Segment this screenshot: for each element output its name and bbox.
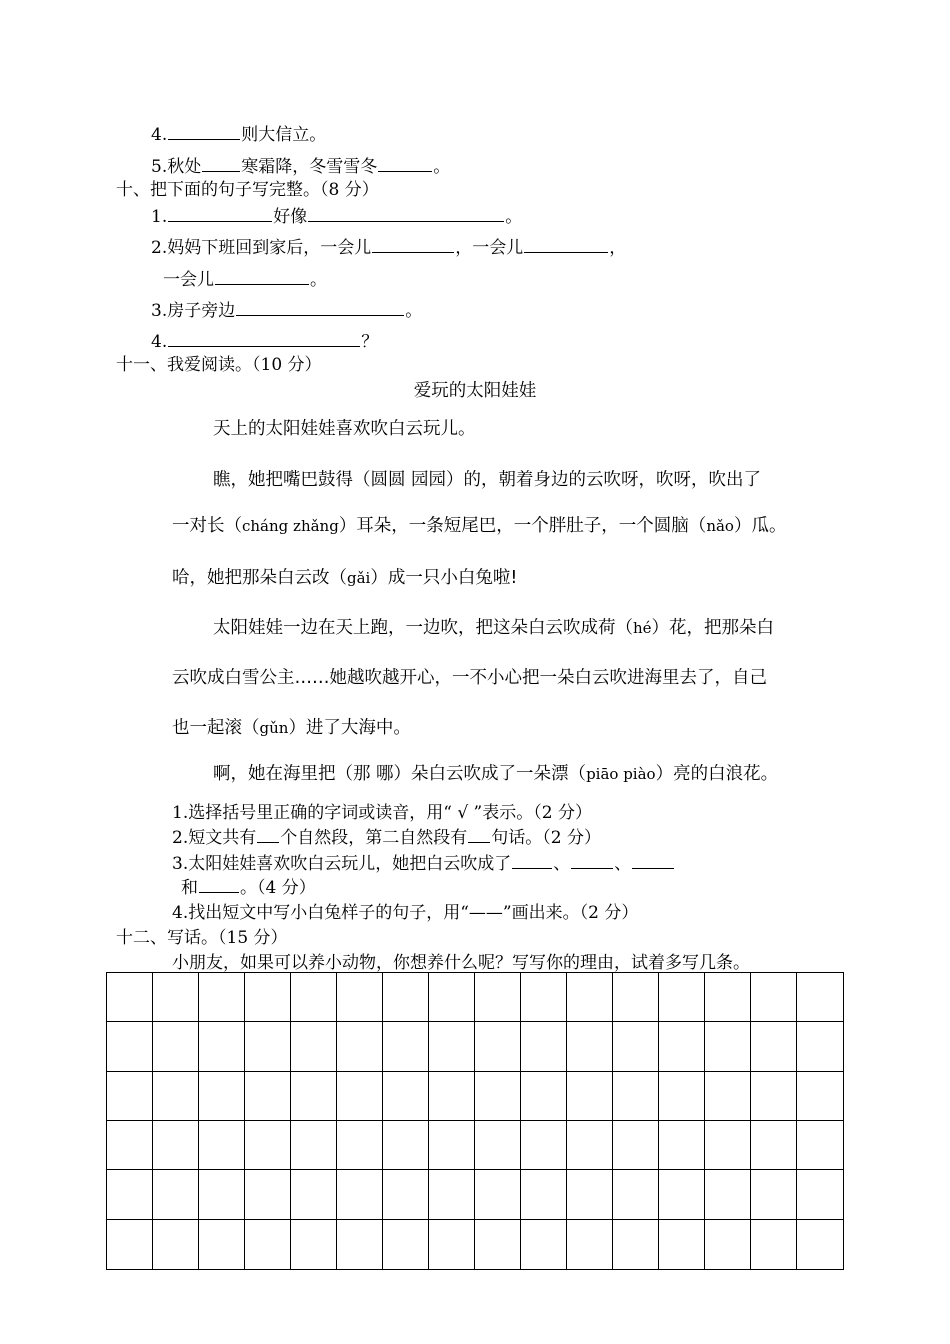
grid-cell[interactable] (567, 1022, 613, 1071)
s10-item4: 4. ？ (151, 332, 379, 352)
grid-cell[interactable] (429, 1220, 475, 1269)
grid-cell[interactable] (245, 1022, 291, 1071)
grid-cell[interactable] (567, 973, 613, 1022)
grid-cell[interactable] (521, 1121, 567, 1170)
answer-blank[interactable] (512, 853, 552, 869)
answer-blank[interactable] (168, 206, 272, 222)
grid-cell[interactable] (567, 1072, 613, 1121)
grid-cell[interactable] (475, 1170, 521, 1219)
story-para2-line2: 一对长（cháng zhǎng）耳朵，一条短尾巴，一个胖肚子，一个圆脑（nǎo）瓜。 (172, 516, 787, 536)
grid-cell[interactable] (705, 973, 751, 1022)
grid-cell[interactable] (659, 1170, 705, 1219)
grid-cell[interactable] (383, 1072, 429, 1121)
grid-cell[interactable] (705, 1170, 751, 1219)
grid-cell[interactable] (291, 1022, 337, 1071)
s10-item2-line1: 2.妈妈下班回到家后，一会儿 ，一会儿 ， (151, 238, 627, 258)
grid-cell[interactable] (705, 1220, 751, 1269)
grid-cell[interactable] (797, 1072, 843, 1121)
grid-cell[interactable] (153, 973, 199, 1022)
answer-blank[interactable] (378, 156, 432, 172)
story-para2-line1: 瞧，她把嘴巴鼓得（圆圆 园园）的，朝着身边的云吹呀，吹呀，吹出了 (213, 470, 762, 490)
story-para3-line2: 云吹成白雪公主……她越吹越开心，一不小心把一朵白云吹进海里去了，自己 (172, 668, 767, 688)
grid-cell[interactable] (797, 973, 843, 1022)
section12-heading: 十二、写话。（15 分） (116, 928, 288, 948)
grid-cell[interactable] (751, 1170, 797, 1219)
grid-cell[interactable] (245, 1220, 291, 1269)
grid-cell[interactable] (613, 1170, 659, 1219)
grid-cell[interactable] (659, 1220, 705, 1269)
section11-heading: 十一、我爱阅读。（10 分） (116, 355, 322, 375)
answer-blank[interactable] (372, 237, 454, 253)
grid-cell[interactable] (337, 1170, 383, 1219)
grid-cell[interactable] (107, 1220, 153, 1269)
grid-cell[interactable] (337, 973, 383, 1022)
grid-cell[interactable] (199, 973, 245, 1022)
grid-cell[interactable] (751, 1220, 797, 1269)
grid-cell[interactable] (429, 1121, 475, 1170)
grid-cell[interactable] (475, 1022, 521, 1071)
grid-cell[interactable] (199, 1170, 245, 1219)
grid-cell[interactable] (107, 1121, 153, 1170)
question-4: 4.找出短文中写小白兔样子的句子，用“——”画出来。（2 分） (172, 903, 639, 923)
grid-cell[interactable] (199, 1072, 245, 1121)
answer-blank[interactable] (257, 827, 279, 843)
grid-cell[interactable] (199, 1022, 245, 1071)
answer-blank[interactable] (632, 853, 674, 869)
answer-blank[interactable] (202, 156, 240, 172)
grid-cell[interactable] (797, 1170, 843, 1219)
grid-cell[interactable] (659, 1072, 705, 1121)
answer-blank[interactable] (571, 853, 613, 869)
pinyin: piāo piào (586, 765, 656, 783)
s9-item5: 5.秋处 寒霜降，冬雪雪冬 。 (151, 157, 451, 177)
writing-prompt: 小朋友，如果可以养小动物，你想养什么呢？写写你的理由，试着多写几条。 (172, 953, 750, 973)
grid-cell[interactable] (383, 1022, 429, 1071)
grid-cell[interactable] (751, 1072, 797, 1121)
grid-cell[interactable] (521, 1220, 567, 1269)
grid-cell[interactable] (153, 1170, 199, 1219)
grid-cell[interactable] (613, 1022, 659, 1071)
grid-cell[interactable] (383, 1121, 429, 1170)
grid-cell[interactable] (613, 1072, 659, 1121)
answer-blank[interactable] (468, 827, 490, 843)
grid-cell[interactable] (521, 1072, 567, 1121)
grid-cell[interactable] (751, 1121, 797, 1170)
grid-cell[interactable] (291, 1072, 337, 1121)
grid-cell[interactable] (199, 1220, 245, 1269)
grid-cell[interactable] (107, 1022, 153, 1071)
grid-cell[interactable] (153, 1022, 199, 1071)
grid-cell[interactable] (567, 1220, 613, 1269)
story-para4: 啊，她在海里把（那 哪）朵白云吹成了一朵漂（piāo piào）亮的白浪花。 (213, 764, 779, 784)
grid-cell[interactable] (659, 973, 705, 1022)
grid-cell[interactable] (107, 1072, 153, 1121)
answer-blank[interactable] (524, 237, 608, 253)
grid-cell[interactable] (291, 973, 337, 1022)
grid-cell[interactable] (613, 1220, 659, 1269)
s9-item4: 4. 则大信立。 (151, 125, 327, 145)
grid-cell[interactable] (613, 1121, 659, 1170)
grid-cell[interactable] (429, 1072, 475, 1121)
grid-cell[interactable] (199, 1121, 245, 1170)
grid-cell[interactable] (337, 1022, 383, 1071)
answer-blank[interactable] (215, 269, 309, 285)
grid-cell[interactable] (245, 1072, 291, 1121)
grid-cell[interactable] (383, 973, 429, 1022)
grid-cell[interactable] (429, 1022, 475, 1071)
answer-blank[interactable] (308, 206, 504, 222)
grid-cell[interactable] (291, 1121, 337, 1170)
grid-cell[interactable] (705, 1022, 751, 1071)
grid-cell[interactable] (797, 1220, 843, 1269)
pinyin: cháng zhǎng (242, 517, 339, 535)
grid-cell[interactable] (659, 1022, 705, 1071)
story-para3-line3: 也一起滚（gǔn）进了大海中。 (172, 718, 411, 738)
grid-cell[interactable] (337, 1072, 383, 1121)
grid-cell[interactable] (245, 973, 291, 1022)
grid-cell[interactable] (429, 1170, 475, 1219)
grid-cell[interactable] (797, 1121, 843, 1170)
grid-cell[interactable] (107, 1170, 153, 1219)
grid-cell[interactable] (383, 1220, 429, 1269)
grid-cell[interactable] (751, 1022, 797, 1071)
grid-cell[interactable] (475, 1072, 521, 1121)
pinyin: hé (633, 619, 652, 637)
question-3-line2: 和 。（4 分） (181, 878, 316, 898)
s10-item3: 3.房子旁边 。 (151, 301, 423, 321)
grid-cell[interactable] (383, 1170, 429, 1219)
story-title: 爱玩的太阳娃娃 (413, 381, 537, 401)
grid-cell[interactable] (475, 1220, 521, 1269)
answer-blank[interactable] (236, 300, 404, 316)
answer-blank[interactable] (199, 877, 239, 893)
story-para2-line3: 哈，她把那朵白云改（gǎi）成一只小白兔啦! (172, 568, 518, 588)
grid-cell[interactable] (107, 973, 153, 1022)
grid-cell[interactable] (521, 1022, 567, 1071)
section10-heading: 十、把下面的句子写完整。（8 分） (116, 180, 379, 200)
pinyin: gǔn (259, 719, 289, 737)
grid-cell[interactable] (705, 1121, 751, 1170)
grid-cell[interactable] (153, 1220, 199, 1269)
grid-cell[interactable] (291, 1170, 337, 1219)
pinyin: nǎo (706, 517, 734, 535)
grid-cell[interactable] (567, 1170, 613, 1219)
answer-blank[interactable] (168, 124, 240, 140)
grid-cell[interactable] (475, 1121, 521, 1170)
grid-cell[interactable] (521, 973, 567, 1022)
grid-cell[interactable] (245, 1170, 291, 1219)
pinyin: gǎi (347, 569, 371, 587)
grid-cell[interactable] (567, 1121, 613, 1170)
grid-cell[interactable] (337, 1121, 383, 1170)
grid-cell[interactable] (751, 973, 797, 1022)
question-2: 2.短文共有 个自然段，第二自然段有 句话。（2 分） (172, 828, 601, 848)
grid-cell[interactable] (245, 1121, 291, 1170)
grid-cell[interactable] (659, 1121, 705, 1170)
question-1: 1.选择括号里正确的字词或读音，用“ √ ”表示。（2 分） (172, 803, 592, 823)
grid-cell[interactable] (797, 1022, 843, 1071)
s10-item2-line2: 一会儿 。 (163, 270, 327, 290)
question-3-line1: 3.太阳娃娃喜欢吹白云玩儿，她把白云吹成了 、 、 (172, 853, 675, 875)
writing-grid[interactable] (106, 972, 844, 1270)
grid-cell[interactable] (337, 1220, 383, 1269)
grid-cell[interactable] (521, 1170, 567, 1219)
grid-cell[interactable] (475, 973, 521, 1022)
grid-cell[interactable] (705, 1072, 751, 1121)
story-para1: 天上的太阳娃娃喜欢吹白云玩儿。 (213, 419, 476, 439)
grid-cell[interactable] (153, 1121, 199, 1170)
answer-blank[interactable] (168, 331, 360, 347)
s10-item1: 1. 好像 。 (151, 207, 523, 227)
story-para3-line1: 太阳娃娃一边在天上跑，一边吹，把这朵白云吹成荷（hé）花，把那朵白 (213, 618, 775, 638)
grid-cell[interactable] (153, 1072, 199, 1121)
grid-cell[interactable] (291, 1220, 337, 1269)
grid-cell[interactable] (429, 973, 475, 1022)
grid-cell[interactable] (613, 973, 659, 1022)
